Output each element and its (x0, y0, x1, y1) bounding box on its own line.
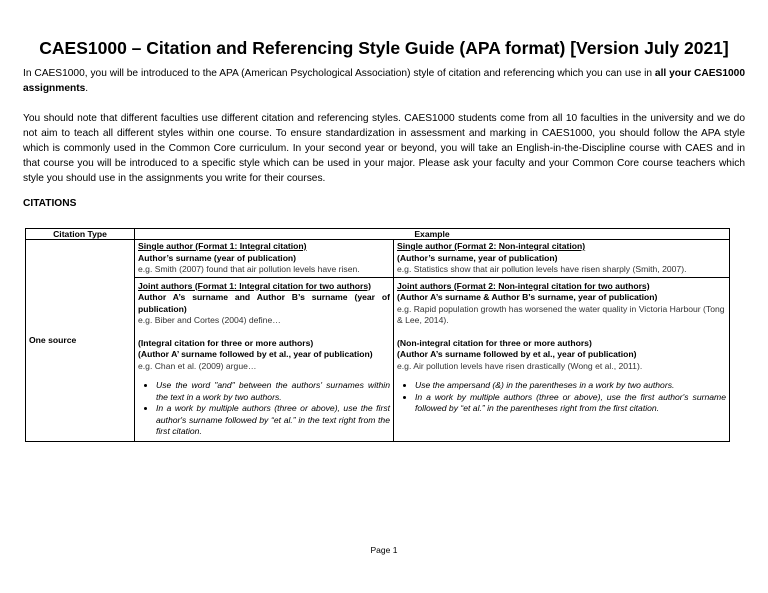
cell-example: e.g. Rapid population growth has worsened the water quality in Victoria Harbour (Tong & Lee, 2014). (397, 303, 725, 325)
cell-example: e.g. Biber and Cortes (2004) define… (138, 315, 281, 325)
note-item: • In a work by multiple authors (three or above), use the first author's surname followed by “et al.” in the parentheses right from the first citation. (415, 392, 726, 415)
notes-list (138, 380, 390, 438)
section-heading: CITATIONS (23, 198, 77, 209)
joint-nonintegral-cell (394, 277, 730, 441)
cell-format-2: (Author A’ surname followed by et al., year of publication) (138, 349, 373, 359)
intro-paragraph (23, 66, 745, 96)
cell-heading: Single author (Format 2: Non-integral citation) (397, 241, 586, 251)
intro-end: . (85, 83, 89, 94)
page-number: Page 1 (370, 545, 398, 555)
page-title: CAES1000 – Citation and Referencing Style Guide (APA format) [Version July 2021] (39, 38, 729, 58)
cell-format: Author’s surname (year of publication) (138, 252, 297, 263)
faculty-paragraph: You should note that different faculties use different citation and referencing styles. CAES1000 students come from all 10 faculties in the university and we do not aim to teach all different styles within one course. To ensure standardization in assessment and marking in CAES1000, you should follow the APA style which is commonly used in the Common Core curriculum. In your second year or beyond, you will take an English-in-the-Discipline course with CAES and in that course you will be introduced to a specific style which can be used in your major. Please ask your faculty and your Common Core course teachers which style you should use in the assignments you write for their courses. (23, 113, 745, 184)
cell-format: (Author A’s surname & Author B’s surname, year of publication) (397, 292, 658, 302)
cell-format: Author A’s surname and Author B’s surname (year of publication) (138, 292, 390, 314)
cell-heading: Joint authors (Format 2: Non-integral citation for two authors) (397, 280, 650, 291)
note-item: • In a work by multiple authors (three or above), use the first author's surname followed by “et al.” in the text right from the first citation. (156, 403, 390, 438)
note-item: • Use the word "and" between the authors' surnames within the text in a work by two authors. (156, 380, 390, 403)
joint-integral-cell (135, 277, 394, 441)
row-label: One source (26, 240, 135, 442)
citation-table (25, 228, 730, 442)
cell-heading-2: (Integral citation for three or more authors) (138, 337, 314, 348)
cell-format-2: (Author A’s surname followed by et al., year of publication) (397, 349, 637, 359)
note-item: • Use the ampersand (&) in the parentheses in a work by two authors. (415, 380, 726, 392)
notes-list (397, 380, 726, 415)
cell-example-2: e.g. Chan et al. (2009) argue… (138, 360, 257, 371)
single-nonintegral-cell (394, 240, 730, 278)
single-integral-cell (135, 240, 394, 278)
cell-example: e.g. Statistics show that air pollution levels have risen sharply (Smith, 2007). (397, 264, 687, 274)
cell-heading: Joint authors (Format 1: Integral citation for two authors) (138, 280, 371, 291)
header-citation-type: Citation Type (26, 229, 135, 240)
intro-bold: all your CAES1000 assignments (23, 68, 745, 94)
header-example: Example (135, 229, 730, 240)
cell-example-2: e.g. Air pollution levels have risen drastically (Wong et al., 2011). (397, 360, 643, 371)
table-header-row (26, 229, 730, 240)
cell-heading: Single author (Format 1: Integral citation) (138, 241, 307, 251)
intro-text: In CAES1000, you will be introduced to the APA (American Psychological Association) style of citation and referencing which you can use in (23, 68, 655, 79)
cell-example: e.g. Smith (2007) found that air pollution levels have risen. (138, 264, 360, 274)
cell-heading-2: (Non-integral citation for three or more authors) (397, 337, 592, 348)
table-row (26, 240, 730, 278)
cell-format: (Author’s surname, year of publication) (397, 252, 558, 263)
